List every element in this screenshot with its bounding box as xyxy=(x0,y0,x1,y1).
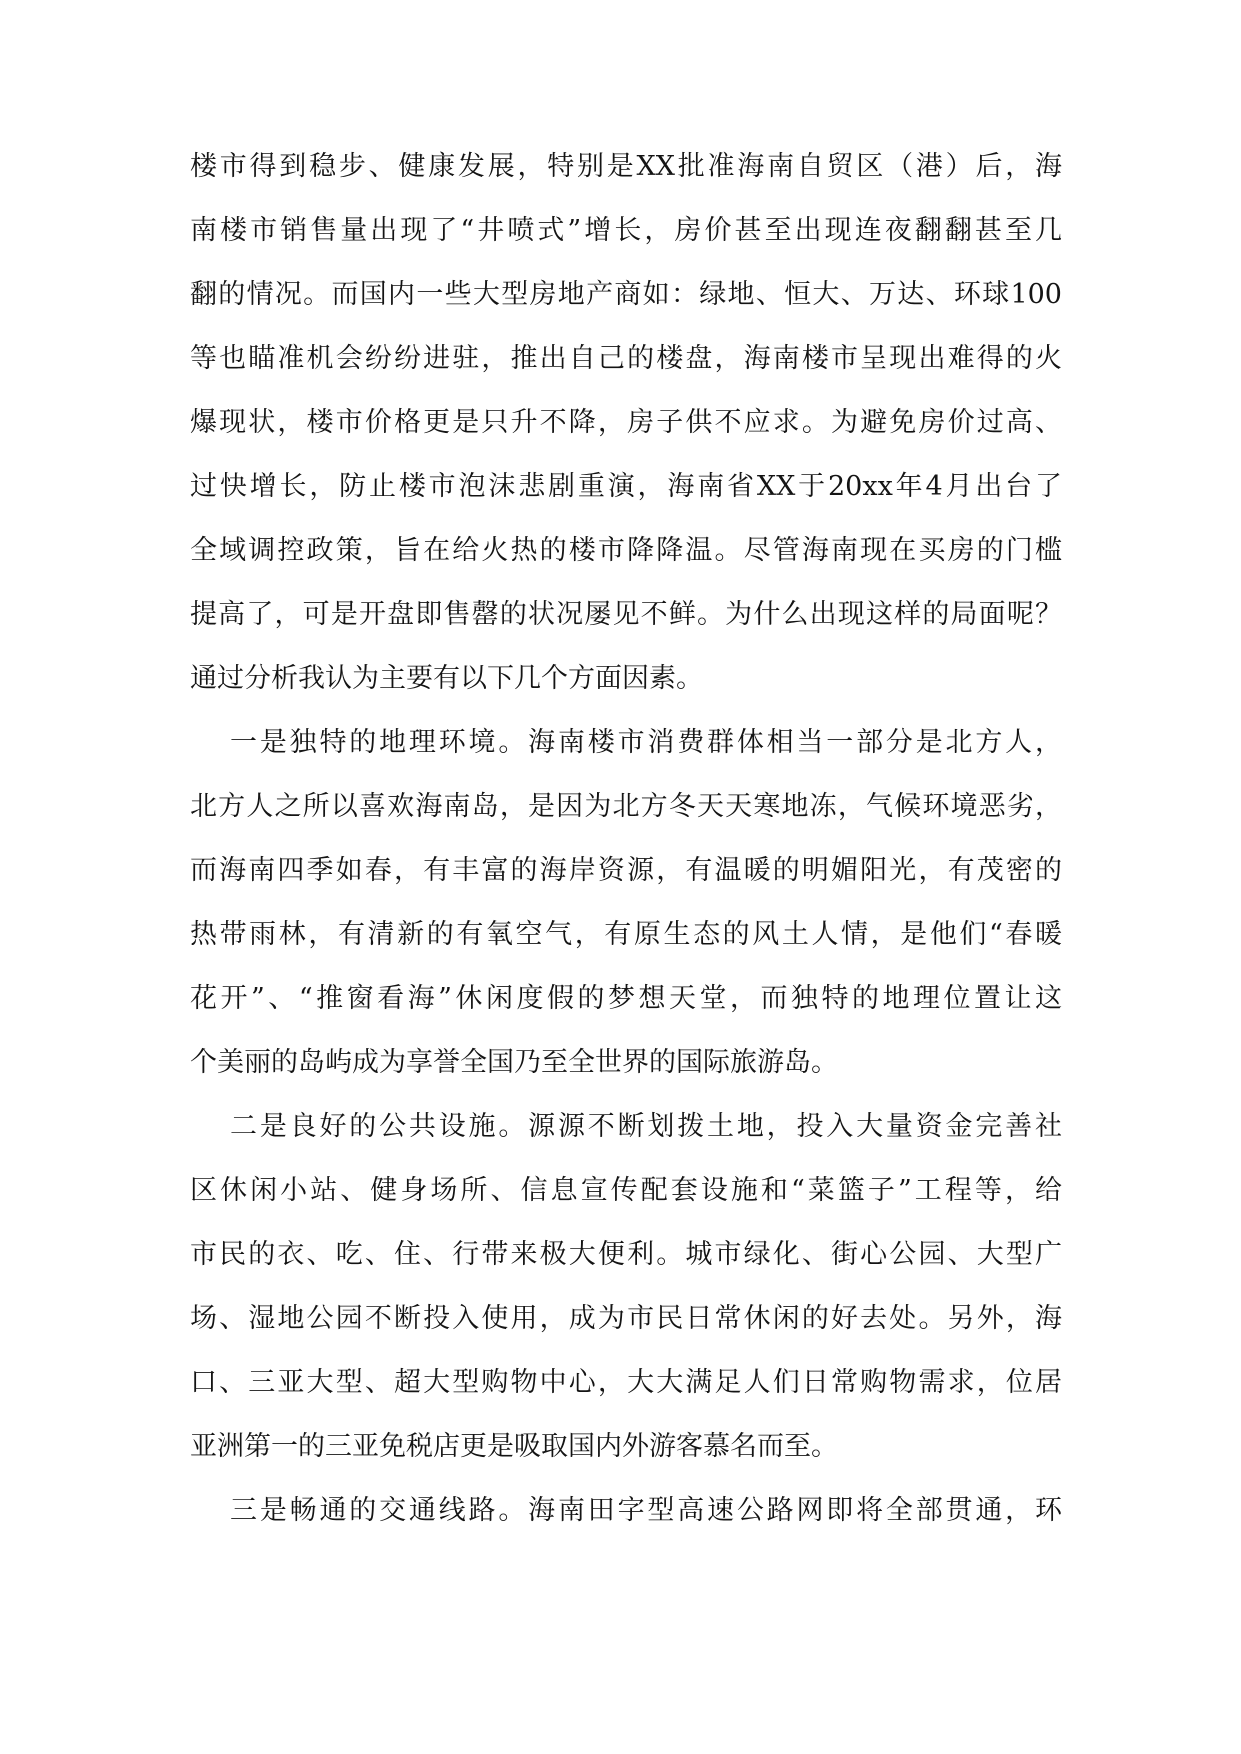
text-line: 花开”、“推窗看海”休闲度假的梦想天堂，而独特的地理位置让这 xyxy=(190,983,1062,1014)
text-line: 等也瞄准机会纷纷进驻，推出自己的楼盘，海南楼市呈现出难得的火 xyxy=(190,343,1062,374)
text-line: 口、三亚大型、超大型购物中心，大大满足人们日常购物需求，位居 xyxy=(190,1367,1062,1398)
text-line: 过快增长，防止楼市泡沫悲剧重演，海南省XX于20xx年4月出台了 xyxy=(190,471,1062,502)
text-line: 区休闲小站、健身场所、信息宣传配套设施和“菜篮子”工程等，给 xyxy=(190,1175,1062,1206)
text-line: 而海南四季如春，有丰富的海岸资源，有温暖的明媚阳光，有茂密的 xyxy=(190,855,1062,886)
text-line: 场、湿地公园不断投入使用，成为市民日常休闲的好去处。另外，海 xyxy=(190,1303,1062,1334)
text-line: 市民的衣、吃、住、行带来极大便利。城市绿化、街心公园、大型广 xyxy=(190,1239,1062,1270)
text-line: 热带雨林，有清新的有氧空气，有原生态的风土人情，是他们“春暖 xyxy=(190,919,1062,950)
text-line: 南楼市销售量出现了“井喷式”增长，房价甚至出现连夜翻翻甚至几 xyxy=(190,215,1062,246)
text-line: 楼市得到稳步、健康发展，特别是XX批准海南自贸区（港）后，海 xyxy=(190,151,1062,182)
paragraph-start-line: 三是畅通的交通线路。海南田字型高速公路网即将全部贯通，环 xyxy=(230,1495,1062,1526)
text-line: 翻的情况。而国内一些大型房地产商如：绿地、恒大、万达、环球100 xyxy=(190,279,1062,310)
text-line: 提高了，可是开盘即售罄的状况屡见不鲜。为什么出现这样的局面呢？ xyxy=(190,599,1062,630)
text-line: 爆现状，楼市价格更是只升不降，房子供不应求。为避免房价过高、 xyxy=(190,407,1062,438)
text-line: 个美丽的岛屿成为享誉全国乃至全世界的国际旅游岛。 xyxy=(190,1047,838,1078)
paragraph-start-line: 二是良好的公共设施。源源不断划拨土地，投入大量资金完善社 xyxy=(230,1111,1062,1142)
text-line: 亚洲第一的三亚免税店更是吸取国内外游客慕名而至。 xyxy=(190,1431,838,1462)
text-line: 通过分析我认为主要有以下几个方面因素。 xyxy=(190,663,703,694)
text-line: 北方人之所以喜欢海南岛，是因为北方冬天天寒地冻，气候环境恶劣， xyxy=(190,791,1062,822)
text-line: 全域调控政策，旨在给火热的楼市降降温。尽管海南现在买房的门槛 xyxy=(190,535,1062,566)
paragraph-start-line: 一是独特的地理环境。海南楼市消费群体相当一部分是北方人， xyxy=(230,727,1062,758)
